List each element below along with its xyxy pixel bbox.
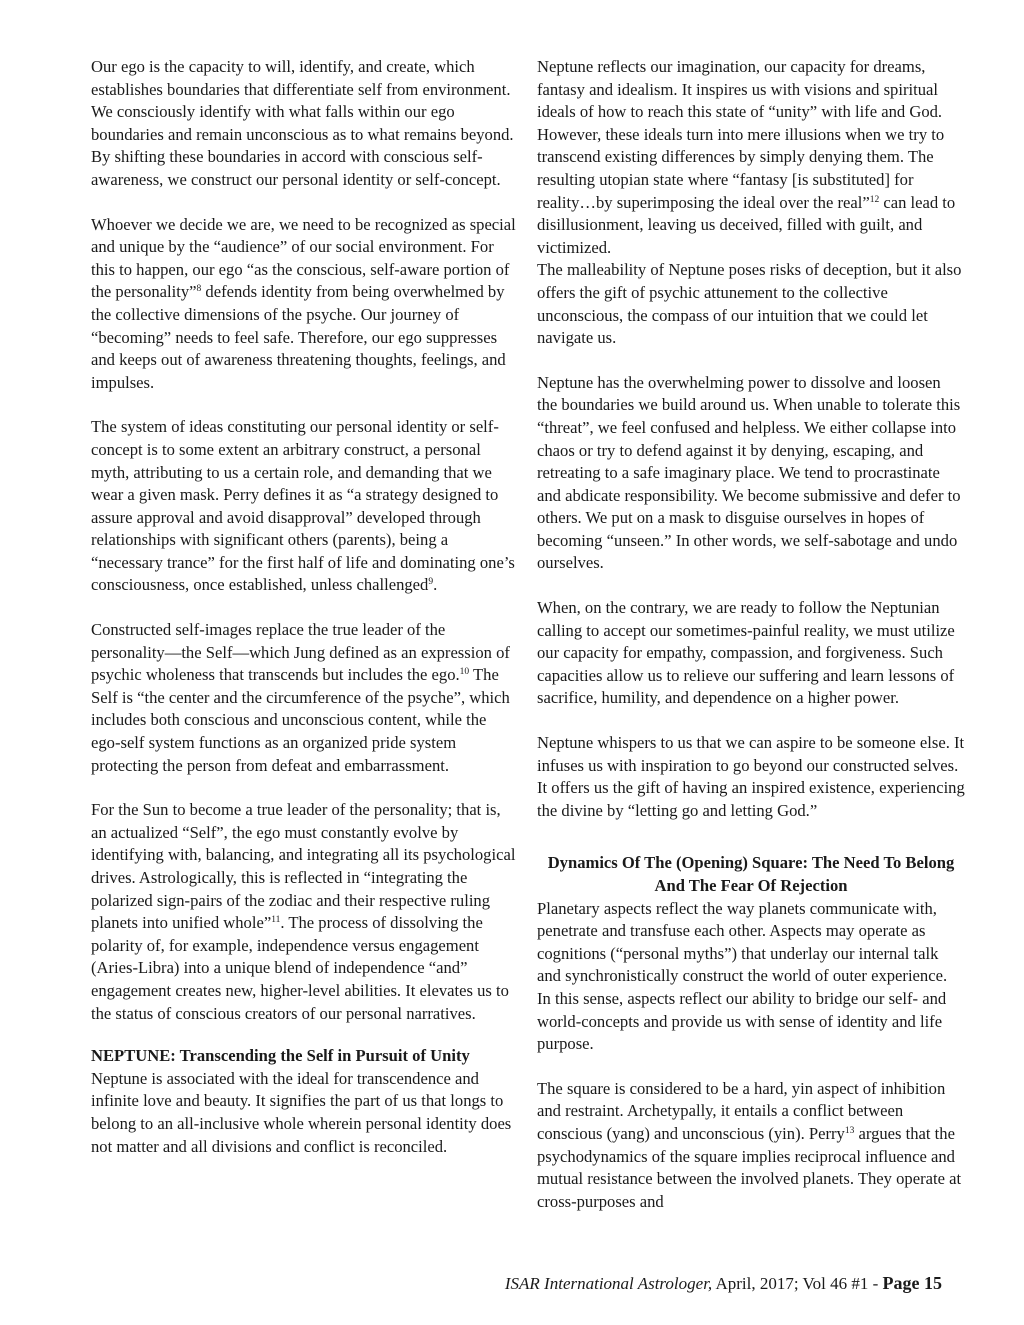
footnote-ref: 9 bbox=[428, 577, 434, 588]
paragraph-text: defends identity from being overwhelmed by the collective dimensions of the psyche. Our journey of “becoming” needs to feel safe. Therefore, our ego suppresses and keeps out of awareness threatening thoughts, feelings, and impulses. bbox=[91, 282, 506, 392]
footnote-ref: 13 bbox=[844, 1125, 855, 1136]
paragraph bbox=[537, 56, 965, 259]
paragraph bbox=[91, 619, 516, 777]
footer-magazine: ISAR International Astrologer, bbox=[504, 1274, 713, 1293]
left-column bbox=[91, 56, 516, 1158]
footnote-ref: 12 bbox=[869, 194, 880, 205]
paragraph bbox=[91, 416, 516, 597]
footer-page-number: Page 15 bbox=[882, 1273, 942, 1293]
paragraph bbox=[537, 1078, 965, 1214]
paragraph bbox=[91, 799, 516, 1025]
page-footer bbox=[505, 1273, 942, 1294]
paragraph: Planetary aspects reflect the way planets communicate with, penetrate and transfuse each other. Aspects may operate as cognitions (“personal myths”) that underlay our internal talk and synchronistically construct the world of outer experience. In this sense, aspects reflect our ability to bridge our self- and world-concepts and provide us with sense of identity and life purpose. bbox=[537, 898, 948, 1054]
footnote-ref: 10 bbox=[459, 667, 470, 678]
paragraph-text: Whoever we decide we are, we need to be recognized as special and unique by the “audience” of our social environment. For this to happen, our ego “as the conscious, self-aware portion of the personality” bbox=[91, 214, 516, 302]
paragraph: When, on the contrary, we are ready to follow the Neptunian calling to accept our sometimes-painful reality, we must utilize our capacity for empathy, compassion, and forgiveness. Such capacities allow us to relieve our suffering and learn lessons of sacrifice, humility, and dependence on a higher power. bbox=[537, 598, 955, 708]
footnote-ref: 8 bbox=[196, 284, 202, 295]
paragraph-text: can lead to disillusionment, leaving us deceived, filled with guilt, and victimized. bbox=[537, 192, 956, 257]
paragraph-text: For the Sun to become a true leader of the personality; that is, an actualized “Self”, the ego must constantly evolve by identifying with, balancing, and integrating all its psychological drives. Astrologically, this is reflected in “integrating the polarized sign-pairs of the zodiac and their respective ruling planets into unified whole” bbox=[91, 800, 516, 933]
paragraph-text: Neptune reflects our imagination, our capacity for dreams, fantasy and idealism. It inspires us with visions and spiritual ideals of how to reach this state of “unity” with life and God. However, these ideals turn into mere illusions when we try to transcend existing differences by simply denying them. The resulting utopian state where “fantasy [is substituted] for reality…by superimposing the ideal over the real” bbox=[537, 57, 945, 212]
paragraph: Our ego is the capacity to will, identify, and create, which establishes boundaries that differentiate self from environment. We consciously identify with what falls within our ego boundaries and remain unconscious as to what remains beyond. By shifting these boundaries in accord with conscious self-awareness, we construct our personal identity or self-concept. bbox=[91, 57, 514, 189]
paragraph-text: . The process of dissolving the polarity of, for example, independence versus engagement (Aries-Libra) into a unique blend of independence “and” engagement creates new, higher-level abilities. It elevates us to the status of conscious creators of our personal narratives. bbox=[91, 913, 509, 1023]
section-heading-square: Dynamics Of The (Opening) Square: The Need To Belong And The Fear Of Rejection bbox=[547, 853, 955, 895]
section-heading-neptune: NEPTUNE: Transcending the Self in Pursuit of Unity bbox=[91, 1046, 470, 1066]
paragraph-text: The system of ideas constituting our personal identity or self-concept is to some extent an arbitrary construct, a personal myth, attributing to us a certain role, and demanding that we wear a given mask. Perry defines it as “a strategy designed to assure approval and avoid disapproval” developed through relationships with significant others (parents), being a “necessary trance” for the first half of life and dominating one’s consciousness, once established, unless challenged bbox=[91, 417, 515, 595]
paragraph: Neptune has the overwhelming power to dissolve and loosen the boundaries we build around us. When unable to tolerate this “threat”, we feel confused and helpless. We either collapse into chaos or try to defend against it by denying, escaping, and retreating to a safe imaginary place. We tend to procrastinate and abdicate responsibility. We become submissive and defer to others. We put on a mask to disguise ourselves in hopes of becoming “unseen.” In other words, we self-sabotage and undo ourselves. bbox=[537, 372, 961, 573]
paragraph: The malleability of Neptune poses risks of deception, but it also offers the gift of psychic attunement to the collective unconscious, the compass of our intuition that we could let navigate us. bbox=[537, 260, 962, 348]
paragraph: Neptune is associated with the ideal for transcendence and infinite love and beauty. It signifies the part of us that longs to belong to an all-inclusive whole wherein personal identity does not matter and all divisions and conflict is reconciled. bbox=[91, 1068, 512, 1156]
paragraph-text: The square is considered to be a hard, yin aspect of inhibition and restraint. Archetypally, it entails a conflict between conscious (yang) and unconscious (yin). Perry bbox=[537, 1078, 946, 1143]
right-column bbox=[537, 56, 965, 1213]
paragraph-text: . bbox=[433, 575, 438, 595]
footnote-ref: 11 bbox=[271, 915, 281, 926]
paragraph bbox=[91, 214, 516, 395]
paragraph-text: The Self is “the center and the circumference of the psyche”, which includes both conscious and unconscious content, while the ego-self system functions as an organized pride system protecting the person from defeat and embarrassment. bbox=[91, 665, 510, 775]
paragraph: Neptune whispers to us that we can aspire to be someone else. It infuses us with inspiration to go beyond our constructed selves. It offers us the gift of having an inspired existence, experiencing the divine by “letting go and letting God.” bbox=[537, 733, 965, 820]
footer-issue: April, 2017; Vol 46 #1 - bbox=[712, 1274, 883, 1293]
paragraph-text: argues that the psychodynamics of the square implies reciprocal influence and mutual resistance between the involved planets. They operate at cross-purposes and bbox=[537, 1123, 962, 1211]
paragraph-text: Constructed self-images replace the true leader of the personality—the Self—which Jung defined as an expression of psychic wholeness that transcends but includes the ego. bbox=[91, 620, 510, 685]
